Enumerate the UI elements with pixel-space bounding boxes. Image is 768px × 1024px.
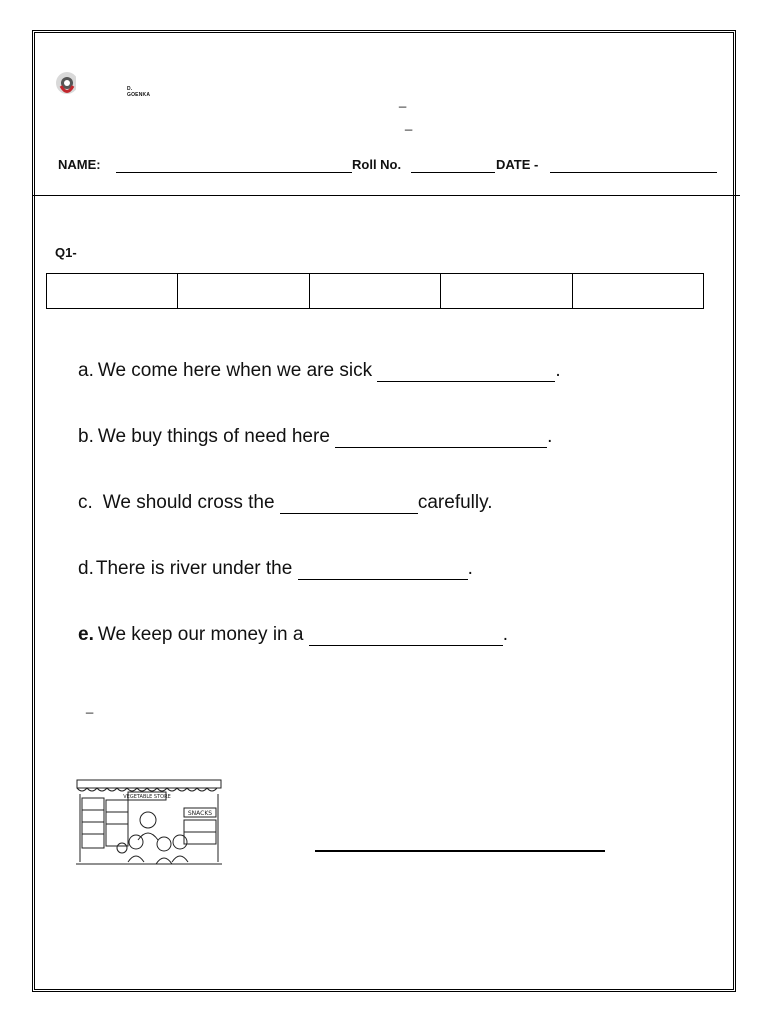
word-bank-cell[interactable] xyxy=(309,274,440,309)
logo-emblem-icon xyxy=(56,70,76,106)
header-divider xyxy=(32,195,740,196)
sentence-end: . xyxy=(502,624,509,645)
sentence-e xyxy=(78,624,508,646)
sentence-a xyxy=(78,360,561,382)
date-field[interactable] xyxy=(550,172,717,173)
answer-blank[interactable] xyxy=(309,627,503,646)
sentence-end: . xyxy=(467,558,473,579)
school-logo xyxy=(56,70,151,110)
sentence-letter: c. xyxy=(78,492,93,513)
sentence-end: carefully. xyxy=(417,492,493,513)
sentence-letter: e. xyxy=(78,624,94,645)
logo-text: D. GOENKA xyxy=(127,86,151,98)
roll-field[interactable] xyxy=(411,172,495,173)
roll-label: Roll No. xyxy=(352,157,402,172)
sentence-d xyxy=(78,558,473,580)
word-bank-cell[interactable] xyxy=(178,274,309,309)
answer-blank[interactable] xyxy=(280,495,418,514)
student-info-row xyxy=(58,157,718,177)
title-mark-2: _ xyxy=(405,116,413,131)
sentence-text: There is river under the xyxy=(95,558,293,579)
sentence-text: We keep our money in a xyxy=(97,624,304,645)
sentence-c xyxy=(78,492,492,514)
word-bank-table xyxy=(46,273,704,309)
sentence-end: . xyxy=(555,360,561,381)
question-2-mark: _ xyxy=(86,699,94,714)
sentence-letter: b. xyxy=(78,426,94,447)
store-sign-text: VEGETABLE STORE xyxy=(123,794,171,800)
name-label: NAME: xyxy=(58,157,101,172)
word-bank-cell[interactable] xyxy=(441,274,572,309)
answer-blank[interactable] xyxy=(335,429,547,448)
word-bank-cell[interactable] xyxy=(572,274,703,309)
word-bank-row xyxy=(47,274,704,309)
answer-blank[interactable] xyxy=(377,363,555,382)
question-label: Q1- xyxy=(55,245,77,260)
name-field[interactable] xyxy=(116,172,352,173)
word-bank-cell[interactable] xyxy=(47,274,178,309)
title-mark-1: _ xyxy=(399,93,407,108)
sentence-letter: d. xyxy=(78,558,94,579)
date-label: DATE - xyxy=(496,157,539,172)
snacks-sign-text: SNACKS xyxy=(187,810,213,817)
shop-illustration-icon xyxy=(76,778,222,870)
sentence-end: . xyxy=(547,426,553,447)
sentence-letter: a. xyxy=(78,360,94,381)
picture-answer-line[interactable] xyxy=(315,850,605,852)
sentence-text: We come here when we are sick xyxy=(97,360,373,381)
sentence-text: We should cross the xyxy=(102,492,275,513)
answer-blank[interactable] xyxy=(298,561,468,580)
sentence-text: We buy things of need here xyxy=(97,426,330,447)
sentence-b xyxy=(78,426,552,448)
